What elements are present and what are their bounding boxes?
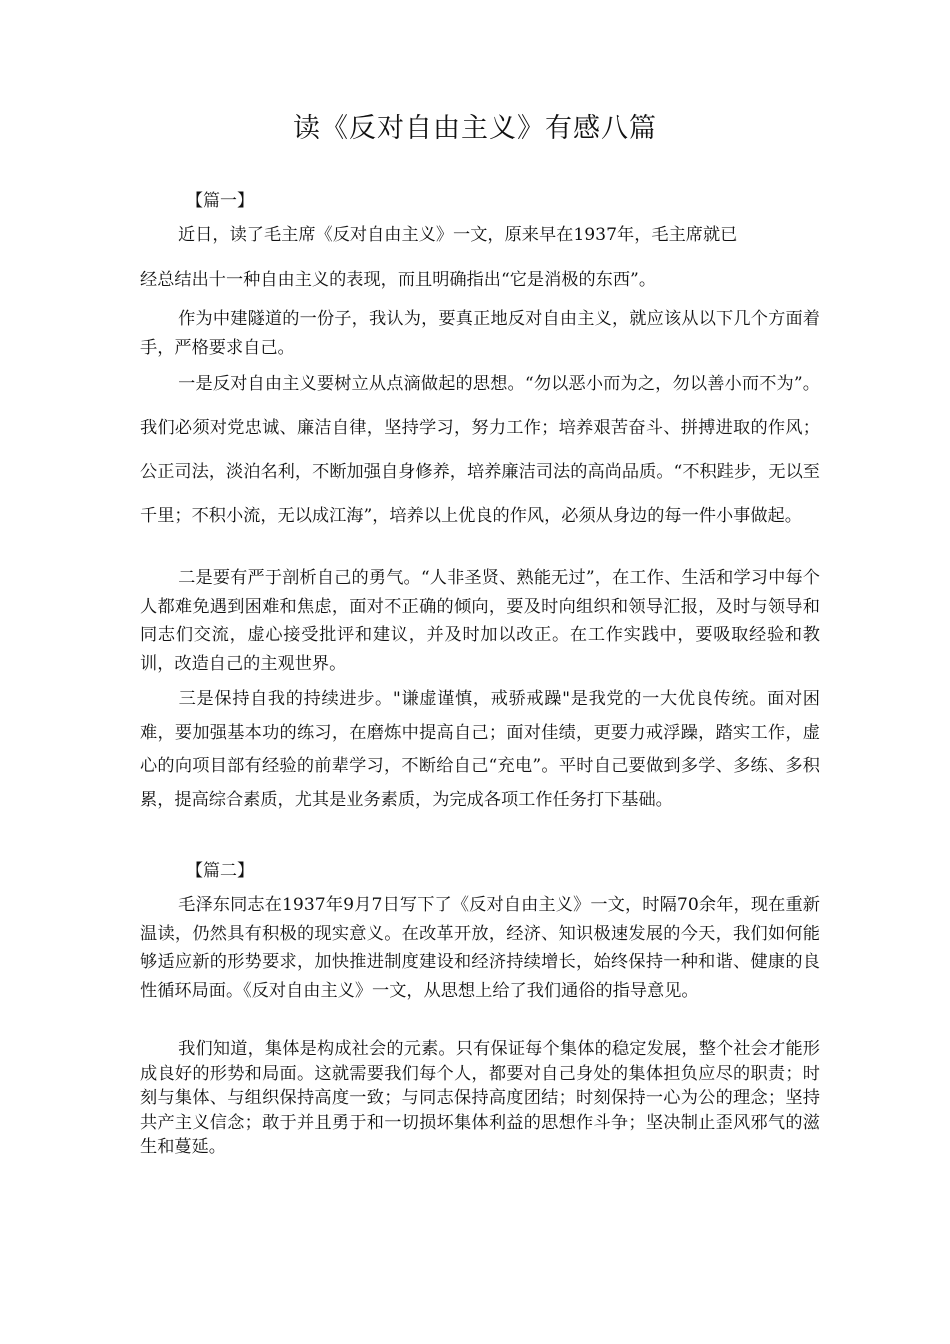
paragraph: 我们知道，集体是构成社会的元素。只有保证每个集体的稳定发展，整个社会才能形成良好的形势和局面。这就需要我们每个人，都要对自己身处的集体担负应尽的职责；时刻与集体、与组织保持高度一致；与同志保持高度团结；时刻保持一心为公的理念；坚持共产主义信念；敢于并且勇于和一切损坏集体利益的思想作斗争；坚决制止歪风邪气的滋生和蔓延。	[140, 1039, 820, 1157]
paragraph: 近日，读了毛主席《反对自由主义》一文，原来早在1937年，毛主席就已	[178, 225, 738, 245]
paragraph: 经总结出十一种自由主义的表现，而且明确指出“它是消极的东西”。	[140, 270, 657, 290]
paragraph: 二是要有严于剖析自己的勇气。“人非圣贤、熟能无过”，在工作、生活和学习中每个人都难免遇到困难和焦虑，面对不正确的倾向，要及时向组织和领导汇报，及时与领导和同志们交流，虚心接受批评和建议，并及时加以改正。在工作实践中，要吸取经验和教训，改造自己的主观世界。	[140, 568, 820, 674]
paragraph: 毛泽东同志在1937年9月7日写下了《反对自由主义》一文，时隔70余年，现在重新温读，仍然具有积极的现实意义。在改革开放，经济、知识极速发展的今天，我们如何能够适应新的形势要求，加快推进制度建设和经济持续增长，始终保持一种和谐、健康的良性循环局面。《反对自由主义》一文，从思想上给了我们通俗的指导意见。	[140, 895, 820, 1001]
paragraph: 作为中建隧道的一份子，我认为，要真正地反对自由主义，就应该从以下几个方面着手，严格要求自己。	[140, 309, 820, 358]
section-heading-2: 【篇二】	[186, 861, 254, 881]
document-title: 读《反对自由主义》有感八篇	[293, 113, 657, 144]
section-heading-1: 【篇一】	[186, 191, 254, 211]
paragraph: 一是反对自由主义要树立从点滴做起的思想。“勿以恶小而为之，勿以善小而不为”。我们必须对党忠诚、廉洁自律，坚持学习，努力工作；培养艰苦奋斗、拼搏进取的作风；公正司法，淡泊名利，不断加强自身修养，培养廉洁司法的高尚品质。“不积跬步，无以至千里；不积小流，无以成江海”，培养以上优良的作风，必须从身边的每一件小事做起。	[140, 374, 820, 526]
paragraph: 三是保持自我的持续进步。"谦虚谨慎，戒骄戒躁"是我党的一大优良传统。面对困难，要加强基本功的练习，在磨炼中提高自己；面对佳绩，更要力戒浮躁，踏实工作，虚心的向项目部有经验的前辈学习，不断给自己“充电”。平时自己要做到多学、多练、多积累，提高综合素质，尤其是业务素质，为完成各项工作任务打下基础。	[140, 689, 820, 810]
